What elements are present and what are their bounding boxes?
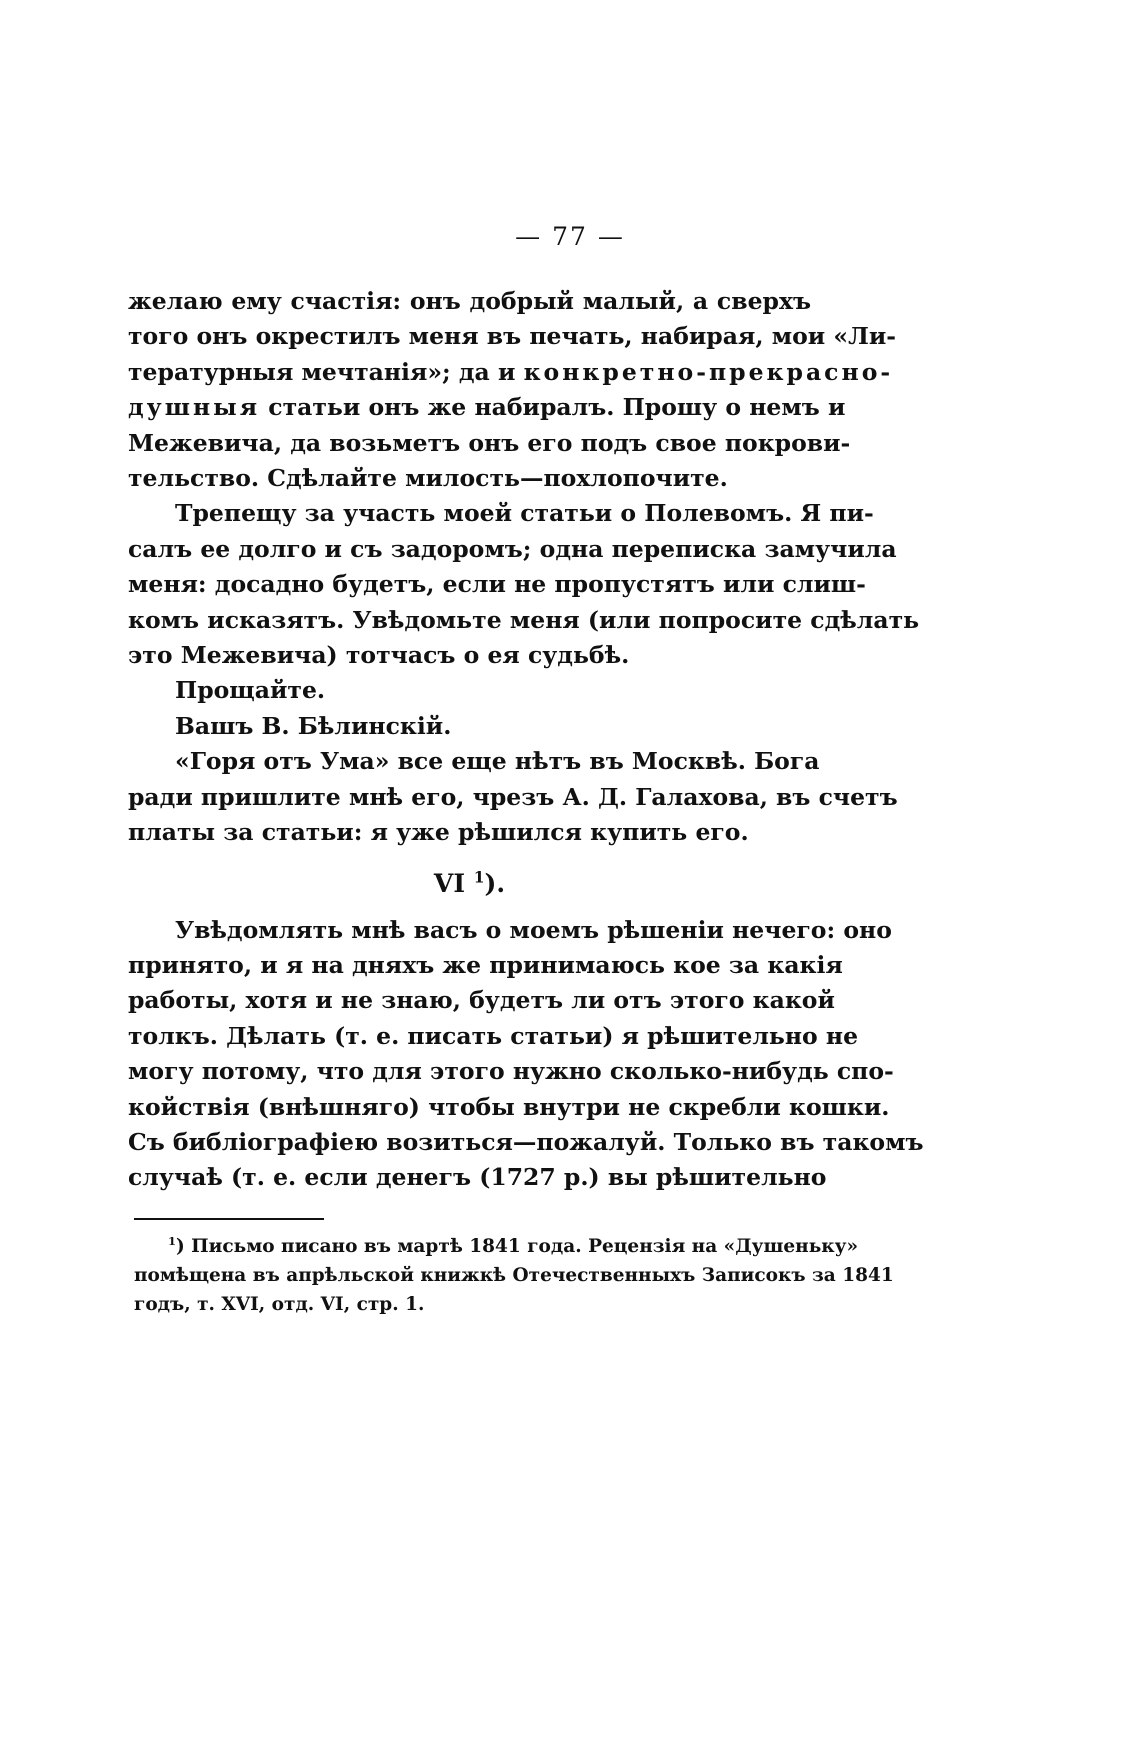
text-line: салъ ее долго и съ задоромъ; одна переписка замучила [128,534,897,563]
body-text [128,284,924,1196]
text-line: Межевича, да возьметъ онъ его подъ свое покрови- [128,428,851,457]
spaced-emphasis: душныя [128,393,261,422]
text-line: случаѣ (т. е. если денегъ (1727 р.) вы рѣшительно [128,1163,827,1192]
text-run: ) Письмо писано въ мартѣ 1841 года. Рецензія на «Душеньку» [175,1236,859,1257]
section-heading-tail: ). [484,868,506,898]
footnote-divider [134,1218,324,1220]
text-line: комъ исказятъ. Увѣдомьте меня (или попросите сдѣлать [128,605,920,634]
text-line: Увѣдомлять мнѣ васъ о моемъ рѣшеніи нечего: оно [175,915,892,944]
text-line: это Межевича) тотчасъ о ея судьбѣ. [128,641,630,670]
postscript [128,744,898,850]
signature: Вашъ В. Бѣлинскій. [175,711,452,740]
page-number: — 77 — [515,222,625,251]
footnote-ref: 1 [473,867,485,887]
footnote-line [134,1232,859,1261]
text-line [128,355,894,390]
text-line: желаю ему счастія: онъ добрый малый, а сверхъ [128,287,811,315]
text-line: меня: досадно будетъ, если не пропустятъ или слиш- [128,570,866,599]
farewell: Прощайте. [175,676,326,705]
text-line: того онъ окрестилъ меня въ печать, набирая, мои «Ли- [128,322,897,351]
section-heading-numeral: VI [433,868,466,898]
text-line: Трепещу за участь моей статьи о Полевомъ. Я пи- [175,499,874,528]
text-line: платы за статьи: я уже рѣшился купить его. [128,818,749,847]
text-line: толкъ. Дѣлать (т. е. писать статьи) я рѣшительно не [128,1021,859,1050]
text-line: принято, и я на дняхъ же принимаюсь кое за какія [128,950,843,979]
text-run: статьи онъ же набиралъ. Прошу о немъ и [260,393,846,422]
footnote-line: помѣщена въ апрѣльской книжкѣ Отечественныхъ Записокъ за 1841 [134,1265,894,1286]
text-line: ради пришлите мнѣ его, чрезъ А. Д. Галахова, въ счетъ [128,782,898,811]
text-run: тературныя мечтанія»; да и [128,357,524,386]
footnote [134,1232,894,1319]
text-line: тельство. Сдѣлайте милость—похлопочите. [128,464,728,493]
text-line: могу потому, что для этого нужно сколько-нибудь спо- [128,1057,894,1086]
paragraph-3 [128,913,924,1196]
text-line: Съ библіографіею возиться—пожалуй. Только въ такомъ [128,1127,924,1156]
spaced-emphasis: конкретно-прекрасно- [523,357,894,386]
footnote-marker: 1 [168,1233,176,1248]
text-line [128,390,846,425]
paragraph-1 [128,284,897,496]
text-line: «Горя отъ Ума» все еще нѣтъ въ Москвѣ. Бога [175,747,820,776]
text-line: койствія (внѣшняго) чтобы внутри не скребли кошки. [128,1092,890,1121]
footnote-line: годъ, т. XVI, отд. VI, стр. 1. [134,1294,425,1315]
text-line: работы, хотя и не знаю, будетъ ли отъ этого какой [128,986,835,1015]
section-heading [128,859,811,909]
paragraph-2 [128,496,920,673]
